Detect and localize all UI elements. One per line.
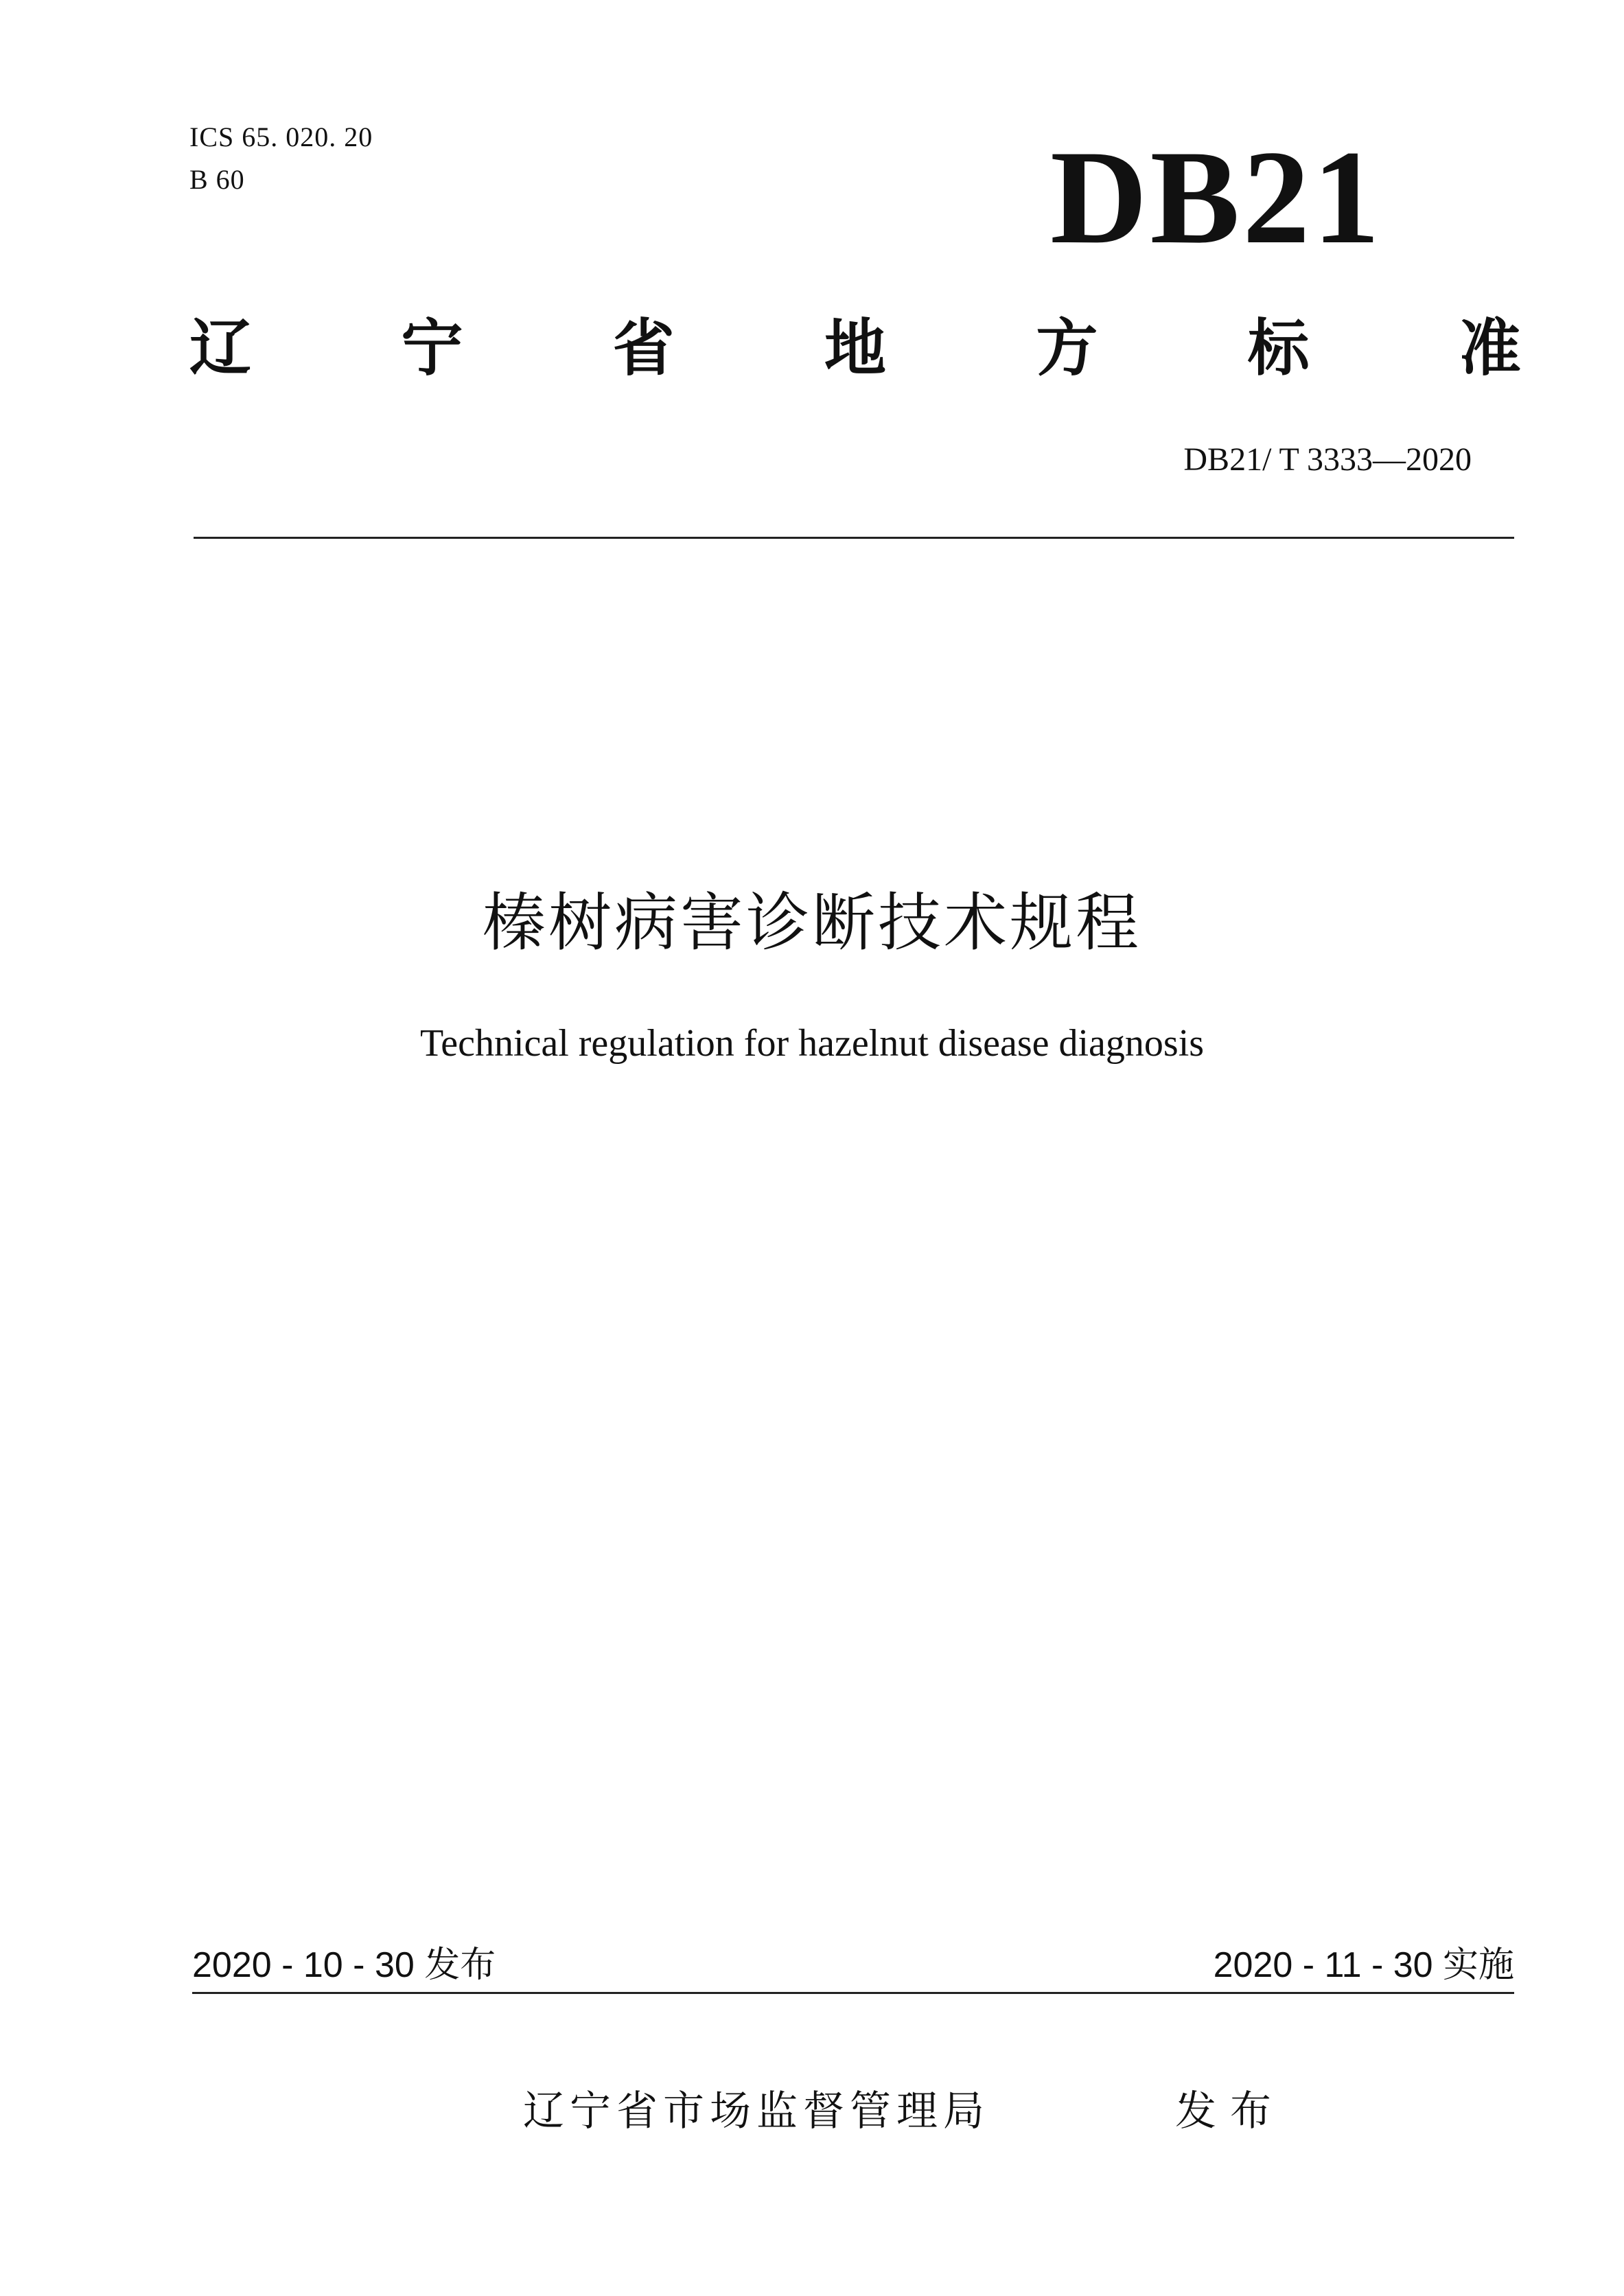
publisher-action: 发布 [1175,2087,1285,2135]
standard-type-char: 地 [824,312,886,384]
standard-type-char: 标 [1247,312,1310,384]
document-title-english: Technical regulation for hazelnut disease diagnosis [419,1022,1205,1065]
standard-type-char: 辽 [189,312,251,384]
ics-code: ICS 65. 020. 20 [189,121,373,152]
standard-type-heading [189,314,1521,383]
document-title-chinese: 榛树病害诊断技术规程 [482,886,1141,960]
ccs-code: B 60 [189,164,245,195]
publisher-name: 辽宁省市场监督管理局 [523,2087,990,2135]
standard-type-char: 准 [1459,312,1521,384]
header-divider [194,537,1514,539]
issue-date: 2020 - 10 - 30 发布 [192,1945,496,1985]
footer-divider [192,1992,1514,1994]
standard-type-char: 方 [1036,312,1098,384]
standard-logo: DB21 [1050,123,1383,272]
implementation-date: 2020 - 11 - 30 实施 [1213,1945,1514,1985]
standard-type-char: 宁 [401,312,463,384]
standard-type-char: 省 [612,312,675,384]
standard-number: DB21/ T 3333—2020 [1183,441,1472,478]
